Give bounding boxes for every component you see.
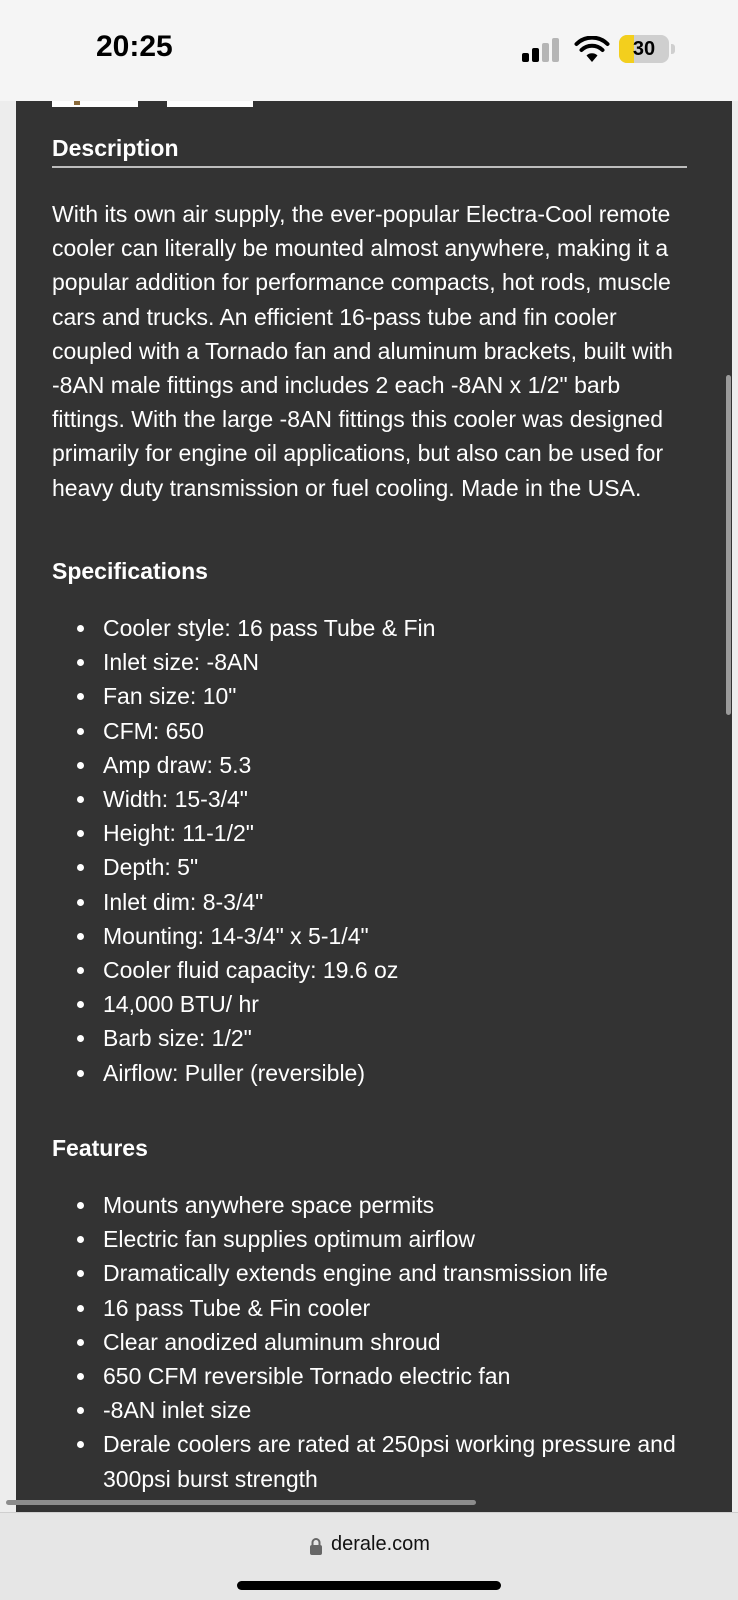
list-item: Mounting: 14-3/4" x 5-1/4" — [52, 919, 692, 953]
product-thumbnail[interactable] — [167, 101, 253, 107]
list-item: Cooler style: 16 pass Tube & Fin — [52, 611, 692, 645]
product-thumbnail[interactable] — [52, 101, 138, 107]
list-item: Width: 15-3/4" — [52, 782, 692, 816]
wifi-icon — [574, 36, 610, 62]
features-heading: Features — [52, 1135, 148, 1161]
list-item: Dramatically extends engine and transmission life — [52, 1256, 692, 1290]
battery-icon — [619, 35, 669, 63]
list-item: Inlet dim: 8-3/4" — [52, 885, 692, 919]
specifications-heading: Specifications — [52, 558, 208, 584]
list-item: Amp draw: 5.3 — [52, 748, 692, 782]
list-item: Derale coolers are rated at 250psi working pressure and 300psi burst strength — [52, 1427, 692, 1495]
list-item: Mounts anywhere space permits — [52, 1188, 692, 1222]
list-item: -8AN inlet size — [52, 1393, 692, 1427]
browser-address-bar[interactable] — [0, 1512, 738, 1600]
list-item: 16 pass Tube & Fin cooler — [52, 1291, 692, 1325]
vertical-scrollbar[interactable] — [726, 375, 731, 715]
battery-cap — [671, 44, 675, 54]
home-indicator[interactable] — [237, 1581, 501, 1590]
product-description: With its own air supply, the ever-popular Electra-Cool remote cooler can literally be mounted almost anywhere, making it a popular addition for performance compacts, hot rods, muscle cars and trucks. An efficient 16-pass tube and fin cooler coupled with a Tornado fan and aluminum brackets, built with -8AN male fittings and includes 2 each -8AN x 1/2" barb fittings. With the large -8AN fittings this cooler was designed primarily for engine oil applications, but also can be used for heavy duty transmission or fuel cooling. Made in the USA. — [52, 201, 673, 501]
horizontal-scrollbar[interactable] — [6, 1500, 476, 1505]
cellular-signal-icon — [522, 38, 562, 62]
features-list — [52, 1188, 692, 1496]
lock-icon — [309, 1537, 323, 1555]
list-item: Fan size: 10" — [52, 679, 692, 713]
list-item: Cooler fluid capacity: 19.6 oz — [52, 953, 692, 987]
product-details-panel — [16, 101, 732, 1512]
url-text[interactable]: derale.com — [331, 1533, 430, 1555]
list-item: 650 CFM reversible Tornado electric fan — [52, 1359, 692, 1393]
heading-divider — [52, 166, 687, 168]
list-item: CFM: 650 — [52, 714, 692, 748]
description-heading: Description — [52, 135, 179, 161]
list-item: Barb size: 1/2" — [52, 1021, 692, 1055]
list-item: Inlet size: -8AN — [52, 645, 692, 679]
thumbnail-image-fragment — [74, 101, 80, 105]
status-time: 20:25 — [96, 30, 173, 63]
list-item: Clear anodized aluminum shroud — [52, 1325, 692, 1359]
list-item: Height: 11-1/2" — [52, 816, 692, 850]
list-item: Depth: 5" — [52, 850, 692, 884]
specifications-list — [52, 611, 692, 1090]
status-bar — [0, 0, 738, 101]
list-item: Airflow: Puller (reversible) — [52, 1056, 692, 1090]
list-item: 14,000 BTU/ hr — [52, 987, 692, 1021]
list-item: Electric fan supplies optimum airflow — [52, 1222, 692, 1256]
battery-percentage: 30 — [632, 38, 656, 60]
